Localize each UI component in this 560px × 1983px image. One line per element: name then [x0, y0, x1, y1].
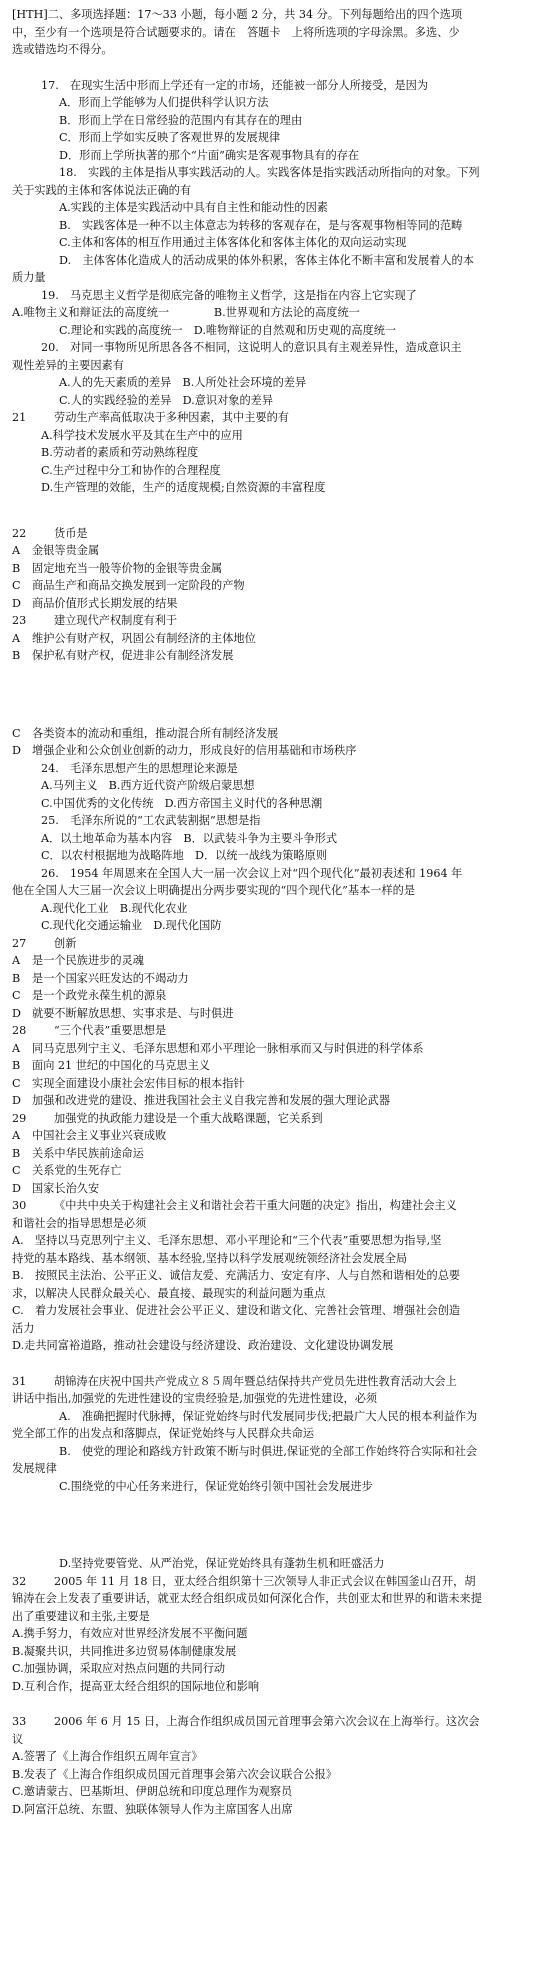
option: D.生产管理的效能，生产的适度规模;自然资源的丰富程度 — [41, 481, 326, 494]
option: C.围绕党的中心任务来进行，保证党始终引领中国社会发展进步 — [59, 1479, 373, 1493]
option-row — [12, 392, 552, 410]
option: D.意识对象的差异 — [182, 393, 274, 407]
option: A.签署了《上海合作组织五周年宣言》 — [12, 1750, 203, 1763]
question-26-stem: 26. 1954 年周恩来在全国人大一届一次会议上对“四个现代化”最初表述和 1964 年 — [41, 866, 463, 880]
option: B.西方近代资产阶级启蒙思想 — [108, 779, 255, 792]
option: A 是一个民族进步的灵魂 — [12, 954, 144, 967]
option: B．形而上学在日常经验的范围内有其存在的理由 — [59, 113, 303, 127]
option: C．形而上学如实反映了客观世界的发展规律 — [59, 131, 281, 144]
question-stem-cont: 议 — [12, 1732, 24, 1746]
option-row — [12, 795, 552, 813]
question-23-stem: 23 建立现代产权制度有利于 — [12, 614, 178, 627]
option: C 实现全面建设小康社会宏伟目标的根本指针 — [12, 1076, 245, 1090]
question-25-stem: 25. 毛泽东所说的“工农武装割据”思想是指 — [41, 814, 261, 827]
option: B. 按照民主法治、公平正义、诚信友爱、充满活力、安定有序、人与自然和谐相处的总要 — [12, 1269, 461, 1282]
question-20-stem: 20. 对同一事物所见所思各各不相同，这说明人的意识具有主观差异性，造成意识主 — [41, 341, 462, 354]
question-30-stem: 30 《中共中央关于构建社会主义和谐社会若干重大问题的决定》指出，构建社会主义 — [12, 1199, 457, 1212]
option-row — [12, 830, 552, 848]
option: A 金银等贵金属 — [12, 544, 100, 557]
option: B 是一个国家兴旺发达的不竭动力 — [12, 971, 189, 985]
question-stem-cont: 讲话中指出,加强党的先进性建设的宝贵经验是,加强党的先进性建设，必须 — [12, 1392, 378, 1405]
option-row — [12, 304, 552, 322]
option: A 中国社会主义事业兴衰成败 — [12, 1129, 167, 1142]
option-cont: 发展规律 — [12, 1462, 57, 1475]
question-29-stem: 29 加强党的执政能力建设是一个重大战略课题，它关系到 — [12, 1111, 323, 1125]
option: A.携手努力，有效应对世界经济发展不平衡问题 — [12, 1627, 248, 1640]
question-18-stem: 18. 实践的主体是指从事实践活动的人。实践客体是指实践活动所指向的对象。下列 — [59, 166, 480, 179]
option: A. 准确把握时代脉搏，保证党始终与时代发展同步伐;把最广大人民的根本利益作为 — [59, 1409, 478, 1423]
option: D 国家长治久安 — [12, 1181, 100, 1195]
option: C.邀请蒙古、巴基斯坦、伊朗总统和印度总理作为观察员 — [12, 1785, 293, 1798]
question-27-stem: 27 创新 — [12, 936, 77, 950]
question-28-stem: 28 “三个代表”重要思想是 — [12, 1024, 167, 1037]
option: A.实践的主体是实践活动中具有自主性和能动性的因素 — [59, 201, 328, 214]
option: C.人的实践经验的差异 — [59, 393, 172, 407]
option: D.现代化国防 — [153, 919, 222, 932]
question-31-stem: 31 胡锦涛在庆祝中国共产党成立８５周年暨总结保持共产党员先进性教育活动大会上 — [12, 1374, 457, 1388]
option: A.科学技术发展水平及其在生产中的应用 — [41, 428, 243, 442]
option: A.人的先天素质的差异 — [59, 376, 172, 389]
option: C. 着力发展社会事业、促进社会公平正义、建设和谐文化、完善社会管理、增强社会创造 — [12, 1304, 461, 1317]
option-cont: 活力 — [12, 1321, 35, 1335]
option: B.凝聚共识，共同推进多边贸易体制健康发展 — [12, 1644, 237, 1658]
question-stem-cont: 和谐社会的指导思想是必须 — [12, 1216, 147, 1230]
option: C.加强协调，采取应对热点问题的共同行动 — [12, 1662, 226, 1675]
option: C 关系党的生死存亡 — [12, 1164, 122, 1177]
question-stem-cont: 观性差异的主要因素有 — [12, 358, 124, 372]
option-cont: 持党的基本路线、基本纲领、基本经验,坚持以科学发展观统领经济社会发展全局 — [12, 1251, 408, 1265]
option: A．形而上学能够为人们提供科学认识方法 — [59, 96, 269, 109]
option: D.走共同富裕道路，推动社会建设与经济建设、政治建设、文化建设协调发展 — [12, 1339, 394, 1352]
option: D．以统一战线为策略原则 — [195, 849, 328, 862]
option: B 固定地充当一般等价物的金银等贵金属 — [12, 561, 223, 575]
question-17-stem: 17. 在现实生活中形而上学还有一定的市场，还能被一部分人所接受，是因为 — [41, 78, 429, 92]
option: D．形而上学所执著的那个“片面”确实是客观事物具有的存在 — [59, 148, 360, 162]
question-22-stem: 22 货币是 — [12, 526, 88, 540]
option: D 加强和改进党的建设、推进我国社会主义自我完善和发展的强大理论武器 — [12, 1094, 391, 1107]
option: C 商品生产和商品交换发展到一定阶段的产物 — [12, 579, 245, 592]
option: B.发表了《上海合作组织成员国元首理事会第六次会议联合公报》 — [12, 1767, 338, 1781]
option: A 同马克思列宁主义、毛泽东思想和邓小平理论一脉相承而又与时俱进的科学体系 — [12, 1041, 424, 1055]
option-cont: 求，以解决人民群众最关心、最直接、最现实的利益问题为重点 — [12, 1286, 326, 1300]
option: A 维护公有财产权，巩固公有制经济的主体地位 — [12, 631, 256, 645]
question-stem-cont: 出了重要建议和主张,主要是 — [12, 1609, 150, 1623]
question-19-stem: 19. 马克思主义哲学是彻底完备的唯物主义哲学，这是指在内容上它实现了 — [41, 288, 417, 302]
option-cont: 党全部工作的出发点和落脚点，保证党始终与人民群众共命运 — [12, 1427, 315, 1440]
question-stem-cont: 关于实践的主体和客体说法正确的有 — [12, 183, 192, 197]
section-intro-line: [HTH]二、多项选择题：17～33 小题，每小题 2 分，共 34 分。下列每题给出的四个选项 — [12, 8, 463, 21]
option: B 面向 21 世纪的中国化的马克思主义 — [12, 1059, 210, 1072]
option: B. 使党的理论和路线方针政策不断与时俱进,保证党的全部工作始终符合实际和社会 — [59, 1444, 478, 1458]
option: D.互利合作，提高亚太经合组织的国际地位和影响 — [12, 1679, 260, 1693]
option-row — [12, 374, 552, 392]
option: A. 坚持以马克思列宁主义、毛泽东思想、邓小平理论和“三个代表”重要思想为指导,坚 — [12, 1234, 442, 1247]
option: C．以农村根据地为战略阵地 — [41, 849, 184, 862]
question-stem-cont: 锦涛在会上发表了重要讲话，就亚太经合组织成员如何深化合作，共创亚太和世界的和谐未来提 — [12, 1592, 482, 1605]
option: C.生产过程中分工和协作的合理程度 — [41, 463, 221, 477]
option: D 增强企业和公众创业创新的动力，形成良好的信用基础和市场秩序 — [12, 744, 357, 757]
option: D 就要不断解放思想、实事求是、与时俱进 — [12, 1006, 234, 1020]
option: C 是一个政党永葆生机的源泉 — [12, 989, 167, 1002]
option: A．以土地革命为基本内容 — [41, 831, 173, 845]
option: C.主体和客体的相互作用通过主体客体化和客体主体化的双向运动实现 — [59, 236, 407, 249]
option: D 商品价值形式长期发展的结果 — [12, 596, 178, 610]
option: B.人所处社会环境的差异 — [182, 376, 307, 389]
option-cont: 质力量 — [12, 271, 46, 284]
option-row — [12, 777, 552, 795]
option: C.中国优秀的文化传统 — [41, 796, 154, 810]
option: D.西方帝国主义时代的各种思潮 — [164, 796, 323, 810]
question-32-stem: 32 2005 年 11 月 18 日，亚太经合组织第十三次领导人非正式会议在韩国釜山召开，胡 — [12, 1574, 476, 1588]
option: B.世界观和方法论的高度统一 — [213, 306, 360, 319]
question-24-stem: 24. 毛泽东思想产生的思想理论来源是 — [41, 761, 238, 775]
option-row — [12, 322, 552, 340]
section-intro-line: 中，至少有一个选项是符合试题要求的。请在 答题卡 上将所选项的字母涂黑。多选、少 — [12, 25, 460, 39]
option: C.理论和实践的高度统一 — [59, 323, 183, 337]
option: B．以武装斗争为主要斗争形式 — [183, 831, 338, 845]
option: B.现代化农业 — [119, 901, 188, 915]
option-row — [12, 917, 552, 935]
option: D.唯物辩证的自然观和历史观的高度统一 — [193, 323, 397, 337]
section-intro-line: 选或错选均不得分。 — [12, 43, 113, 56]
question-stem-cont: 他在全国人大三届一次会议上明确提出分两步要实现的“四个现代化”基本一样的是 — [12, 884, 416, 897]
question-33-stem: 33 2006 年 6 月 15 日，上海合作组织成员国元首理事会第六次会议在上海举行。这次会 — [12, 1715, 480, 1728]
option: C 各类资本的流动和重组，推动混合所有制经济发展 — [12, 726, 279, 740]
option: D.坚持党要管党、从严治党，保证党始终具有蓬勃生机和旺盛活力 — [59, 1557, 385, 1570]
option: B.劳动者的素质和劳动熟练程度 — [41, 446, 199, 459]
option: B 关系中华民族前途命运 — [12, 1146, 144, 1160]
option: C.现代化交通运输业 — [41, 919, 143, 932]
option: D.阿富汗总统、东盟、独联体领导人作为主席国客人出席 — [12, 1802, 293, 1816]
option: A.唯物主义和辩证法的高度统一 — [12, 306, 170, 319]
option-row — [12, 847, 552, 865]
question-21-stem: 21 劳动生产率高低取决于多种因素，其中主要的有 — [12, 411, 289, 424]
option: A.马列主义 — [41, 779, 98, 792]
option: D. 主体客体化造成人的活动成果的体外积累，客体主体化不断丰富和发展着人的本 — [59, 253, 474, 267]
option: B 保护私有财产权，促进非公有制经济发展 — [12, 649, 234, 662]
option: B. 实践客体是一种不以主体意志为转移的客观存在，是与客观事物相等同的范畴 — [59, 218, 463, 232]
option: A.现代化工业 — [41, 901, 109, 915]
option-row — [12, 900, 552, 918]
